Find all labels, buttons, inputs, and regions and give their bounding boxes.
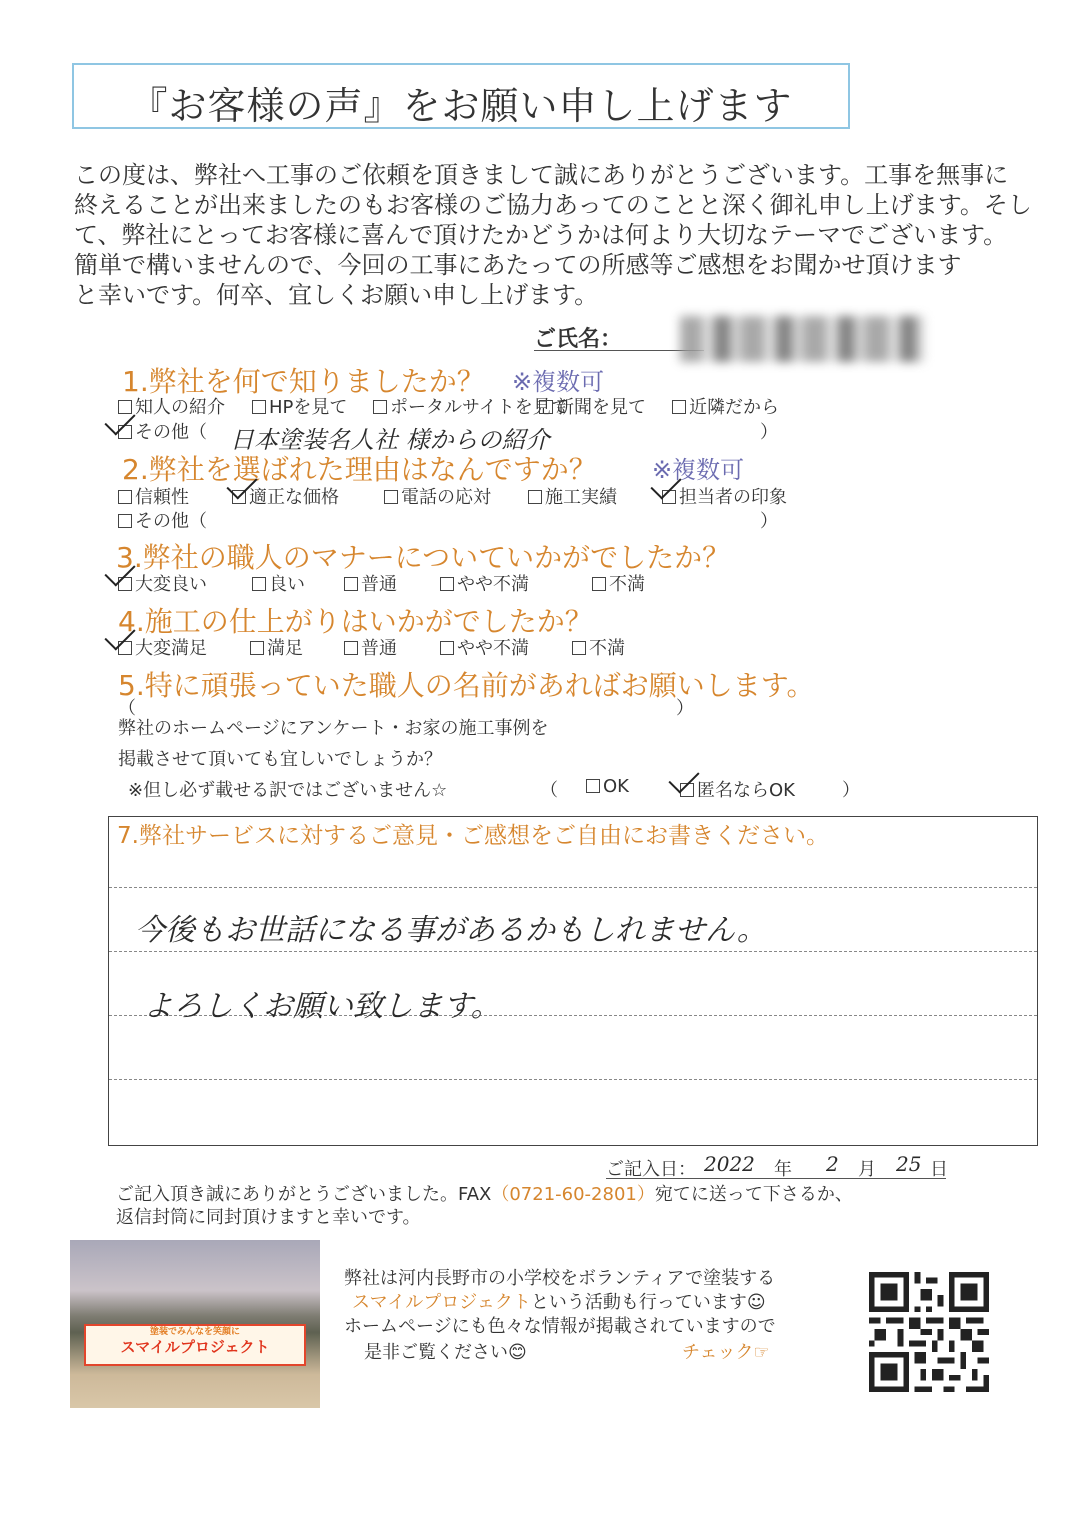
checkbox-icon[interactable]	[592, 577, 606, 591]
checkbox-icon[interactable]	[118, 514, 132, 528]
intro-line: 終えることが出来ましたのもお客様のご協力あってのことと深く御礼申し上げます。そし	[74, 191, 1032, 219]
date-day: 25	[896, 1152, 922, 1176]
date-month-label: 月	[858, 1159, 876, 1180]
checkbox-icon[interactable]	[250, 641, 264, 655]
q1-option-newspaper[interactable]: 新聞を見て	[539, 393, 646, 419]
checkbox-icon[interactable]	[344, 577, 358, 591]
project-name: スマイルプロジェクト	[352, 1292, 531, 1313]
checkbox-icon[interactable]	[528, 490, 542, 504]
q1-other-handwritten: 日本塗装名人社 様からの紹介	[230, 426, 550, 454]
checkbox-icon[interactable]	[586, 779, 600, 793]
q3-option-very-good[interactable]: 大変良い	[118, 570, 207, 596]
date-month: 2	[826, 1152, 839, 1176]
banner-subtitle: 塗装でみんなを笑顔に	[149, 1327, 240, 1337]
check-label: チェック☞	[682, 1342, 770, 1363]
q6-open: （	[540, 780, 558, 801]
intro-line: 簡単で構いませんので、今回の工事にあたっての所感等ご感想をお聞かせ頂けます	[74, 251, 962, 279]
checkbox-icon[interactable]	[252, 400, 266, 414]
name-field-redacted	[680, 316, 924, 362]
q3-option-good[interactable]: 良い	[252, 570, 305, 596]
q1-option-portal[interactable]: ポータルサイトを見て	[373, 393, 569, 419]
checkbox-icon[interactable]	[252, 577, 266, 591]
q3-option-average[interactable]: 普通	[344, 570, 397, 596]
promo-line2: スマイルプロジェクトという活動も行っています☺	[352, 1292, 766, 1313]
checkbox-icon[interactable]	[344, 641, 358, 655]
comment-line	[109, 1079, 1037, 1080]
q4-option-satisfied[interactable]: 満足	[250, 634, 303, 660]
thanks-line1: ご記入頂き誠にありがとうございました。FAX（0721-60-2801）宛てに送って下さるか、	[116, 1184, 853, 1205]
checkbox-icon[interactable]	[440, 577, 454, 591]
q3-option-unsatisfied[interactable]: 不満	[592, 570, 645, 596]
q2-option-other[interactable]: その他（	[118, 507, 207, 533]
q4-option-slightly-unsatisfied[interactable]: やや不満	[440, 634, 529, 660]
intro-line: と幸いです。何卒、宜しくお願い申し上げます。	[74, 281, 599, 309]
qr-code-icon[interactable]	[866, 1272, 992, 1392]
q1-option-referral[interactable]: 知人の紹介	[118, 393, 225, 419]
q4-option-unsatisfied[interactable]: 不満	[572, 634, 625, 660]
name-underline	[534, 350, 704, 351]
q7-title: 7.弊社サービスに対するご意見・ご感想をご自由にお書きください。	[117, 823, 829, 849]
q5-close: ）	[676, 698, 694, 719]
q4-option-very-satisfied[interactable]: 大変満足	[118, 634, 207, 660]
title-box	[72, 63, 850, 129]
q6-option-anonymous-ok[interactable]: 匿名ならOK	[680, 776, 795, 802]
promo-line3: ホームページにも色々な情報が掲載されていますので	[344, 1316, 776, 1337]
intro-line: この度は、弊社へ工事のご依頼を頂きまして誠にありがとうございます。工事を無事に	[74, 161, 1009, 189]
q5-open: （	[118, 698, 136, 719]
q1-note: ※複数可	[512, 368, 605, 396]
checkbox-icon[interactable]	[672, 400, 686, 414]
q1-option-other[interactable]: その他（	[118, 418, 207, 444]
comment-handwritten-line1: 今後もお世話になる事があるかもしれません。	[135, 913, 767, 948]
checkbox-icon[interactable]	[384, 490, 398, 504]
checkbox-icon[interactable]	[118, 490, 132, 504]
q2-option-trust[interactable]: 信頼性	[118, 483, 189, 509]
q6-line3: ※但し必ず載せる訳ではございません☆	[128, 780, 448, 801]
date-year: 2022	[704, 1152, 755, 1176]
q3-option-slightly-unsatisfied[interactable]: やや不満	[440, 570, 529, 596]
q1-other-close: ）	[760, 422, 778, 443]
q2-option-price[interactable]: 適正な価格	[232, 483, 339, 509]
page-title: 『お客様の声』をお願い申し上げます	[129, 84, 793, 128]
banner	[84, 1324, 306, 1366]
q2-option-staff[interactable]: 担当者の印象	[662, 483, 787, 509]
promo-line1: 弊社は河内長野市の小学校をボランティアで塗装する	[344, 1268, 776, 1289]
q3-title: 3.弊社の職人のマナーについていかがでしたか？	[116, 541, 731, 574]
promo-line4: 是非ご覧ください😊	[364, 1342, 527, 1363]
intro-paragraph	[74, 160, 1034, 310]
q4-title: 4.施工の仕上がりはいかがでしたか？	[118, 605, 593, 638]
comment-line	[109, 951, 1037, 952]
intro-line: て、弊社にとってお客様に喜んで頂けたかどうかは何より大切なテーマでございます。	[74, 221, 1008, 249]
q6-line2: 掲載させて頂いても宜しいでしょうか？	[118, 749, 442, 770]
comment-handwritten-line2: よろしくお願い致します。	[143, 989, 501, 1024]
fax-number: （0721-60-2801）	[491, 1184, 655, 1205]
checkbox-icon[interactable]	[440, 641, 454, 655]
date-day-label: 日	[930, 1159, 948, 1180]
date-label: ご記入日：	[606, 1159, 696, 1180]
checkbox-icon[interactable]	[373, 400, 387, 414]
q2-option-record[interactable]: 施工実績	[528, 483, 617, 509]
q6-line1: 弊社のホームページにアンケート・お家の施工事例を	[118, 718, 549, 739]
checkbox-icon[interactable]	[572, 641, 586, 655]
date-year-label: 年	[774, 1159, 792, 1180]
q1-option-hp[interactable]: HPを見て	[252, 393, 347, 419]
q2-note: ※複数可	[652, 456, 745, 484]
q4-option-average[interactable]: 普通	[344, 634, 397, 660]
q1-option-neighbor[interactable]: 近隣だから	[672, 393, 779, 419]
q2-other-close: ）	[760, 511, 778, 532]
checkbox-icon[interactable]	[539, 400, 553, 414]
q6-option-ok[interactable]: OK	[586, 776, 629, 797]
q5-title: 5.特に頑張っていた職人の名前があればお願いします。	[118, 669, 815, 702]
name-label: ご氏名：	[534, 327, 623, 352]
q2-option-phone[interactable]: 電話の応対	[384, 483, 491, 509]
smile-project-photo	[70, 1240, 320, 1408]
comment-line	[109, 887, 1037, 888]
q1-title: 1.弊社を何で知りましたか？	[122, 365, 485, 398]
thanks-line2: 返信封筒に同封頂けますと幸いです。	[116, 1207, 421, 1228]
comment-box[interactable]	[108, 816, 1038, 1146]
q2-title: 2.弊社を選ばれた理由はなんですか？	[122, 453, 597, 486]
date-underline	[606, 1178, 946, 1179]
banner-title: スマイルプロジェクト	[120, 1338, 270, 1356]
q6-close: ）	[842, 780, 860, 801]
